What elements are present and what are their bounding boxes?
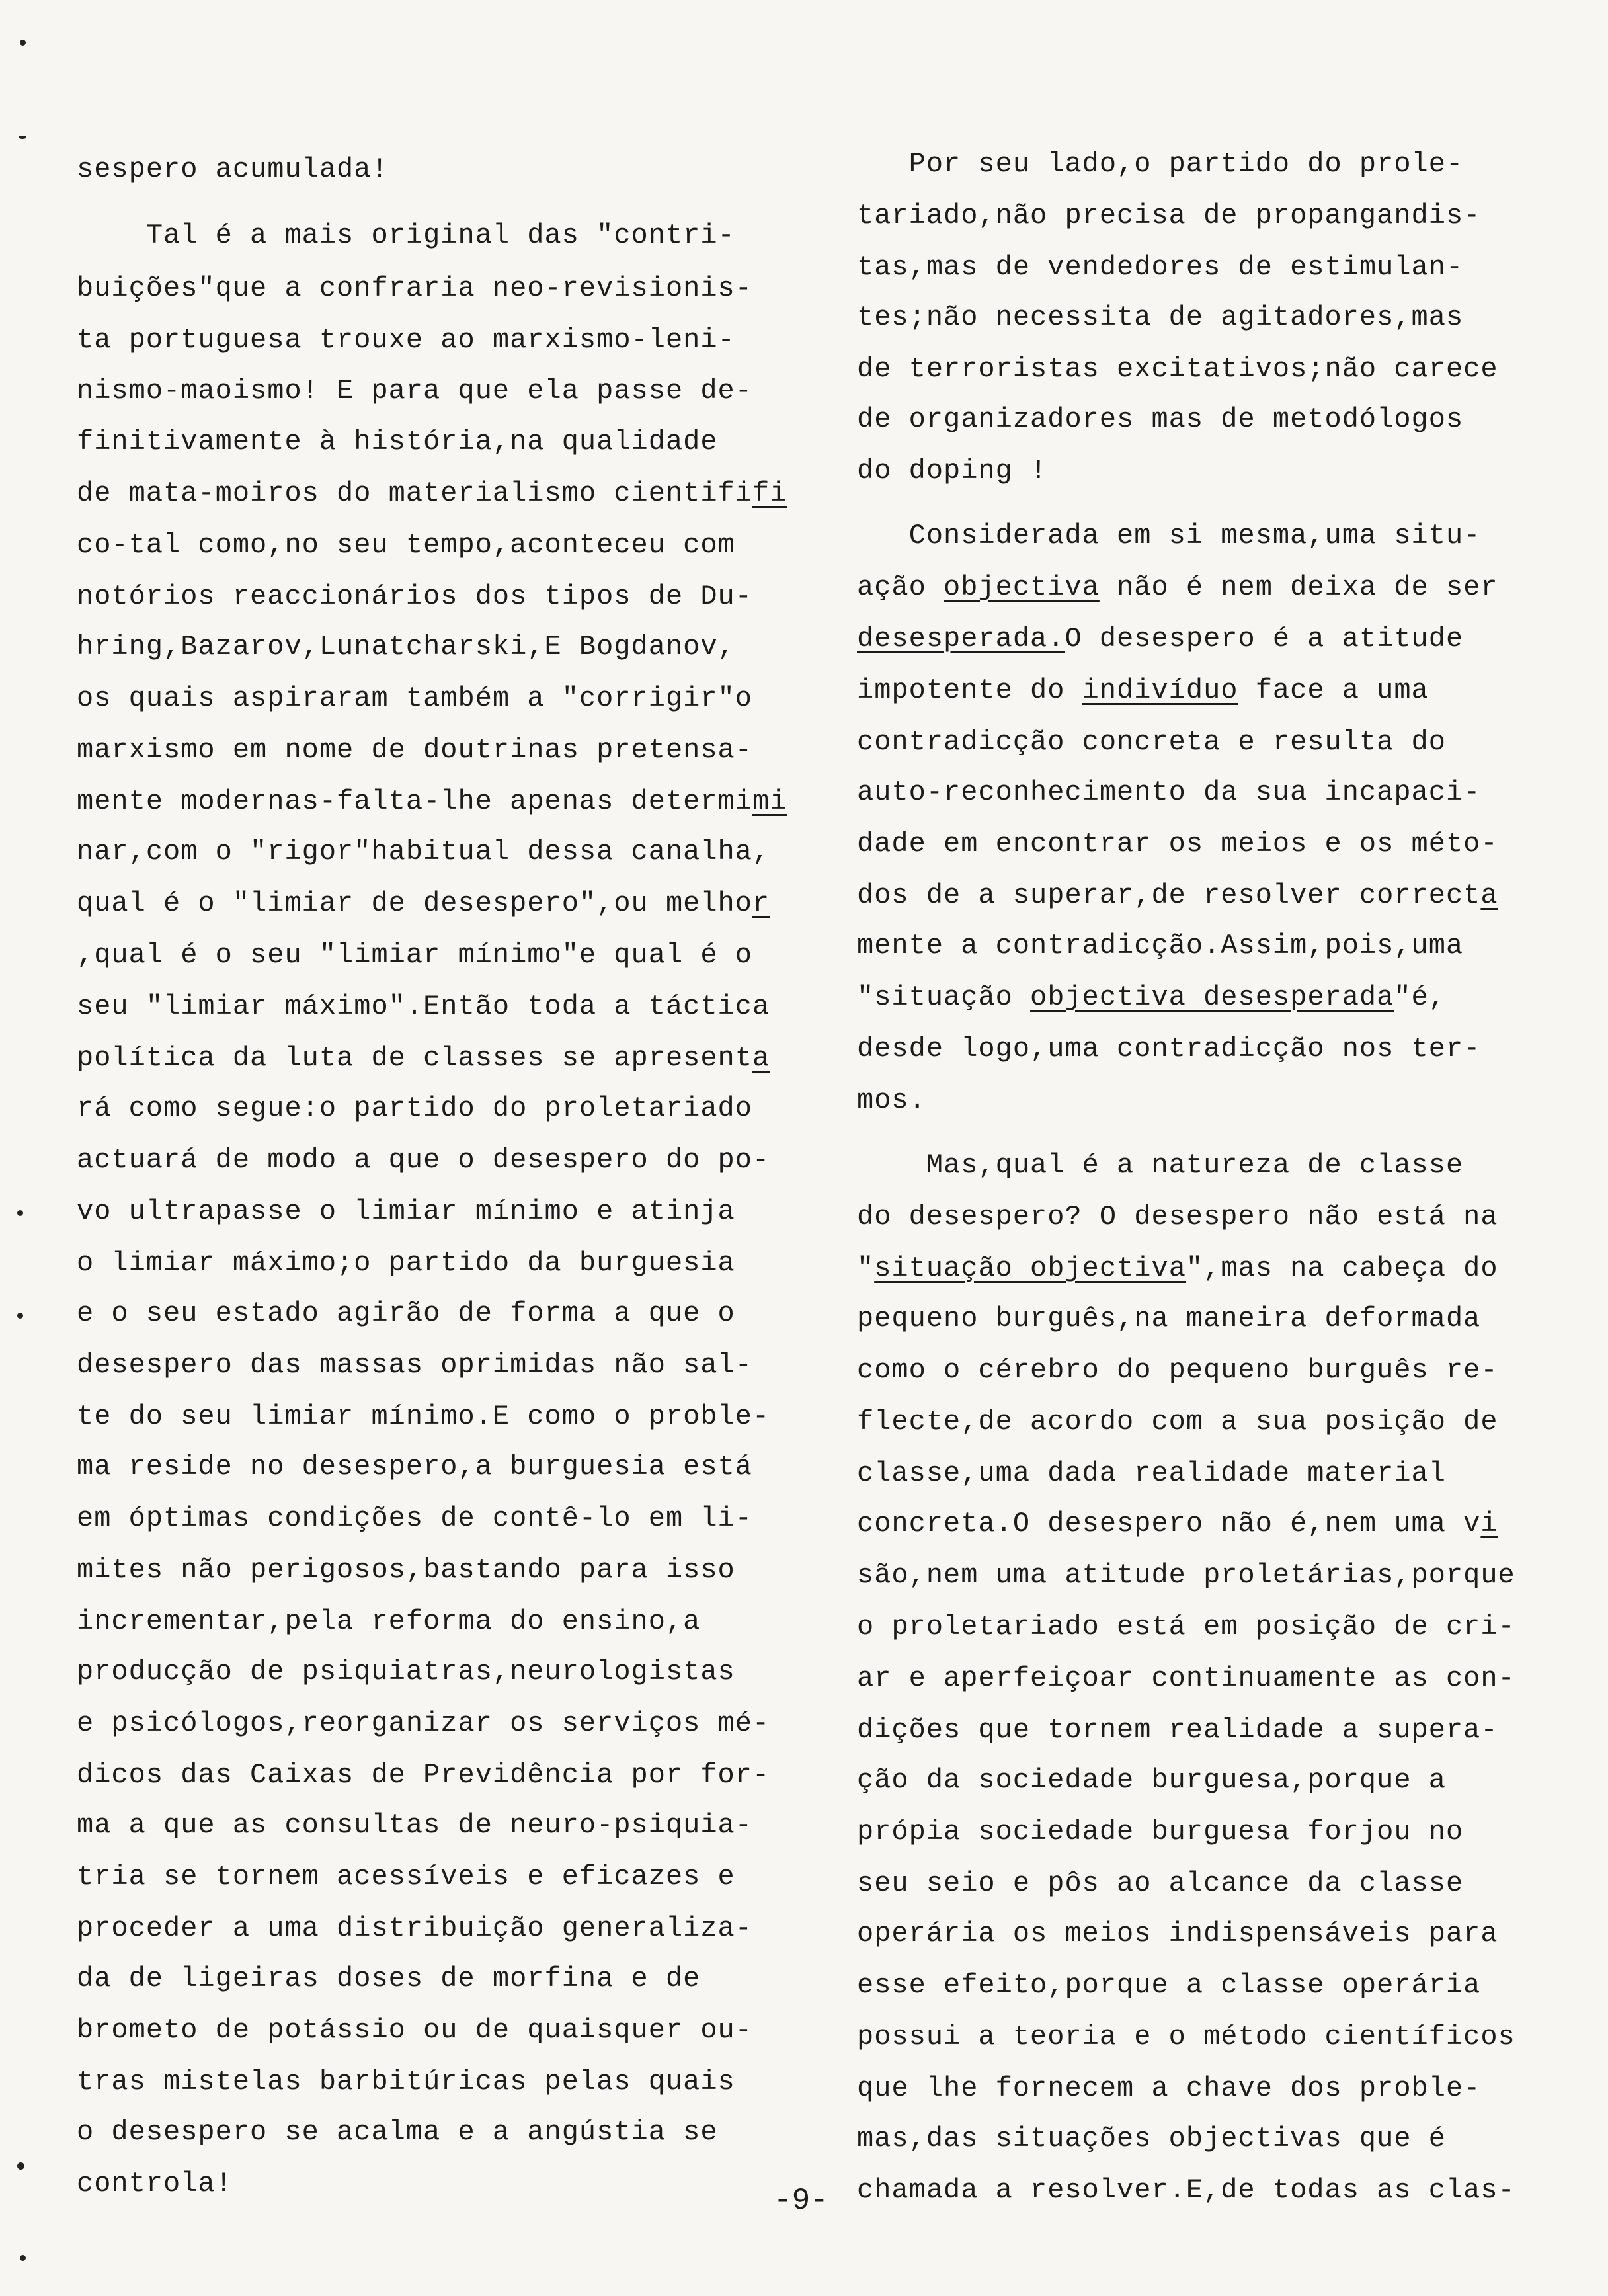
text-line: [77, 784, 787, 819]
text-line: [77, 1961, 700, 1996]
text-line: [77, 1553, 735, 1587]
text-line: [857, 198, 1480, 233]
text-line: [77, 1091, 752, 1126]
text-line: [857, 1661, 1515, 1696]
line-text: de organizadores mas de metodólogos: [857, 403, 1464, 435]
line-text: dade em encontrar os meios e os méto-: [857, 828, 1498, 860]
line-text: ar e aperfeiçoar continuamente as con-: [857, 1662, 1515, 1694]
text-line: [77, 2115, 718, 2149]
line-text: tras mistelas barbitúricas pelas quais: [77, 2066, 735, 2098]
text-line: [77, 152, 389, 186]
text-line: [857, 352, 1498, 386]
text-line: [857, 2020, 1515, 2054]
underlined-text: situação objectiva: [874, 1252, 1186, 1284]
line-text: mos.: [857, 1085, 926, 1116]
line-text: desde logo,uma contradicção nos ter-: [857, 1033, 1481, 1065]
text-line: [857, 1200, 1498, 1234]
underlined-text: r: [752, 887, 770, 919]
scan-speck: [20, 40, 26, 46]
line-text: Mas,qual é a natureza de classe: [857, 1149, 1464, 1181]
line-text: "situação: [857, 981, 1031, 1013]
line-text: os quais aspiraram também a "corrigir"o: [77, 682, 752, 714]
text-line: [77, 1143, 770, 1177]
text-line: [77, 1501, 752, 1536]
line-text: tariado,não precisa de propangandis-: [857, 200, 1481, 231]
text-line: [77, 271, 752, 306]
line-text: proceder a uma distribuição generaliza-: [77, 1912, 752, 1944]
line-text: producção de psiquiatras,neurologistas: [77, 1656, 735, 1688]
line-text: auto-reconhecimento da sua incapaci-: [857, 776, 1481, 808]
line-text: controla!: [77, 2168, 233, 2199]
text-line: [77, 1860, 735, 1894]
text-line: [77, 1911, 752, 1946]
line-text: marxismo em nome de doutrinas pretensa-: [77, 734, 752, 766]
line-text: política da luta de classes se apresent: [77, 1042, 752, 1074]
text-line: [77, 218, 735, 253]
text-line: [857, 454, 1047, 488]
text-line: [77, 2166, 233, 2201]
text-line: [857, 570, 1498, 604]
line-text: flecte,de acordo com a sua posição de: [857, 1406, 1498, 1438]
text-line: [77, 1399, 770, 1434]
text-line: [77, 886, 770, 921]
line-text: pequeno burguês,na maneira deformada: [857, 1303, 1481, 1334]
text-line: [77, 323, 735, 357]
text-line: [857, 147, 1463, 181]
line-text: são,nem uma atitude proletárias,porque: [857, 1559, 1515, 1591]
text-line: [77, 835, 770, 869]
text-line: [857, 980, 1446, 1014]
text-line: [77, 528, 735, 562]
line-text: desespero das massas oprimidas não sal-: [77, 1349, 752, 1381]
line-text: do doping !: [857, 455, 1048, 487]
line-text: incrementar,pela reforma do ensino,a: [77, 1606, 701, 1637]
line-text: Por seu lado,o partido do prole-: [857, 148, 1464, 180]
line-text: finitivamente à história,na qualidade: [77, 426, 718, 458]
line-text: dos de a superar,de resolver correct: [857, 880, 1481, 911]
line-text: como o cérebro do pequeno burguês re-: [857, 1354, 1498, 1386]
text-line: [857, 2173, 1515, 2207]
text-line: [857, 2121, 1446, 2156]
line-text: mente a contradicção.Assim,pois,uma: [857, 930, 1464, 962]
line-text: ": [857, 1252, 875, 1284]
line-text: ,qual é o seu "limiar mínimo"e qual é o: [77, 939, 752, 971]
text-line: [857, 1506, 1498, 1541]
text-line: [77, 2065, 735, 2099]
text-line: [857, 1148, 1463, 1182]
text-line: [77, 1706, 770, 1741]
text-line: [857, 402, 1463, 436]
text-line: [857, 1815, 1463, 1849]
line-text: o limiar máximo;o partido da burguesia: [77, 1247, 735, 1279]
line-text: "é,: [1394, 981, 1446, 1013]
text-line: [857, 1032, 1480, 1066]
line-text: ação: [857, 571, 944, 603]
text-line: [77, 733, 752, 767]
text-line: [857, 827, 1498, 861]
line-text: em óptimas condições de contê-lo em li-: [77, 1502, 752, 1534]
text-line: [857, 1916, 1498, 1951]
underlined-text: desesperada.: [857, 623, 1065, 655]
text-line: [857, 1301, 1480, 1336]
scan-speck: [20, 2255, 26, 2261]
text-line: [857, 673, 1429, 708]
line-text: e o seu estado agirão de forma a que o: [77, 1297, 735, 1329]
line-text: rá como segue:o partido do proletariado: [77, 1092, 752, 1124]
text-line: [857, 622, 1463, 656]
underlined-text: a: [752, 1042, 770, 1074]
text-line: [857, 518, 1480, 553]
line-text: concreta.O desespero não é,nem uma v: [857, 1508, 1481, 1539]
text-line: [857, 1968, 1480, 2002]
text-line: [857, 1713, 1498, 1747]
scan-speck: [17, 2162, 24, 2170]
text-line: [857, 878, 1498, 913]
line-text: ma reside no desespero,a burguesia está: [77, 1451, 752, 1483]
line-text: Tal é a mais original das "contri-: [77, 220, 735, 251]
underlined-text: fi: [752, 477, 787, 509]
line-text: seu seio e pôs ao alcance da classe: [857, 1867, 1464, 1899]
line-text: esse efeito,porque a classe operária: [857, 1969, 1481, 2001]
underlined-text: indivíduo: [1082, 675, 1238, 706]
line-text: tria se tornem acessíveis e eficazes e: [77, 1861, 735, 1893]
line-text: operária os meios indispensáveis para: [857, 1918, 1498, 1949]
scan-speck: [17, 1210, 23, 1216]
text-line: [77, 2013, 752, 2047]
line-text: vo ultrapasse o limiar mínimo e atinja: [77, 1196, 735, 1227]
text-line: [77, 425, 718, 459]
line-text: o desespero se acalma e a angústia se: [77, 2116, 718, 2148]
line-text: ta portuguesa trouxe ao marxismo-leni-: [77, 324, 735, 356]
text-line: [77, 1348, 752, 1382]
line-text: mas,das situações objectivas que é: [857, 2123, 1446, 2154]
text-line: [857, 928, 1463, 963]
text-line: [857, 1353, 1498, 1387]
line-text: e psicólogos,reorganizar os serviços mé-: [77, 1707, 770, 1739]
text-line: [857, 725, 1446, 759]
text-line: [857, 1456, 1446, 1491]
text-line: [77, 1041, 770, 1075]
text-line: [77, 1758, 770, 1792]
text-line: [77, 374, 752, 408]
underlined-text: mi: [752, 786, 787, 817]
line-text: contradicção concreta e resulta do: [857, 726, 1446, 758]
line-text: dições que tornem realidade a supera-: [857, 1714, 1498, 1746]
line-text: da de ligeiras doses de morfina e de: [77, 1963, 701, 1994]
line-text: chamada a resolver.E,de todas as clas-: [857, 2174, 1515, 2206]
line-text: actuará de modo a que o desespero do po-: [77, 1144, 770, 1176]
line-text: ",mas na cabeça do: [1186, 1252, 1498, 1284]
line-text: tas,mas de vendedores de estimulan-: [857, 251, 1464, 283]
text-line: [77, 1194, 735, 1229]
text-line: [857, 1558, 1515, 1592]
text-line: [857, 300, 1463, 335]
underlined-text: i: [1480, 1508, 1498, 1539]
underlined-text: a: [1480, 880, 1498, 911]
line-text: Considerada em si mesma,uma situ-: [857, 520, 1481, 552]
line-text: te do seu limiar mínimo.E como o proble-: [77, 1401, 770, 1432]
line-text: buições"que a confraria neo-revisionis-: [77, 272, 752, 304]
line-text: possui a teoria e o método científicos: [857, 2021, 1515, 2053]
line-text: co-tal como,no seu tempo,aconteceu com: [77, 529, 735, 561]
line-text: tes;não necessita de agitadores,mas: [857, 302, 1464, 333]
line-text: do desespero? O desespero não está na: [857, 1201, 1498, 1233]
text-line: [857, 2071, 1480, 2106]
text-line: [77, 630, 735, 664]
line-text: mente modernas-falta-lhe apenas determi: [77, 786, 752, 817]
text-line: [857, 1763, 1446, 1797]
line-text: de mata-moiros do materialismo cientifi: [77, 477, 752, 509]
line-text: de terroristas excitativos;não carece: [857, 353, 1498, 385]
line-text: dicos das Caixas de Previdência por for-: [77, 1759, 770, 1791]
text-line: [77, 938, 752, 972]
text-line: [77, 989, 770, 1024]
line-text: O desespero é a atitude: [1065, 623, 1464, 655]
text-line: [857, 775, 1480, 809]
text-line: [857, 1251, 1498, 1286]
text-line: [77, 1246, 735, 1280]
line-text: que lhe fornecem a chave dos proble-: [857, 2072, 1481, 2104]
page-number: -9-: [774, 2184, 828, 2218]
line-text: brometo de potássio ou de quaisquer ou-: [77, 2014, 752, 2046]
text-line: [857, 1866, 1463, 1901]
line-text: ma a que as consultas de neuro-psiquia-: [77, 1809, 752, 1841]
scan-speck: [17, 1313, 23, 1319]
line-text: notórios reaccionários dos tipos de Du-: [77, 581, 752, 612]
text-line: [857, 1610, 1515, 1644]
line-text: classe,uma dada realidade material: [857, 1457, 1446, 1489]
text-line: [77, 476, 787, 511]
line-text: face a uma: [1238, 675, 1429, 706]
scan-speck: [19, 136, 26, 139]
text-line: [77, 1808, 752, 1842]
text-line: [77, 1296, 735, 1331]
line-text: nar,com o "rigor"habitual dessa canalha,: [77, 836, 770, 868]
text-line: [77, 1450, 752, 1484]
text-line: [857, 1405, 1498, 1439]
line-text: nismo-maoismo! E para que ela passe de-: [77, 375, 752, 407]
underlined-text: objectiva: [944, 571, 1100, 603]
line-text: o proletariado está em posição de cri-: [857, 1611, 1515, 1643]
line-text: hring,Bazarov,Lunatcharski,E Bogdanov,: [77, 631, 735, 663]
line-text: própia sociedade burguesa forjou no: [857, 1816, 1464, 1848]
text-line: [77, 1604, 700, 1639]
line-text: seu "limiar máximo".Então toda a táctica: [77, 991, 770, 1022]
line-text: qual é o "limiar de desespero",ou melho: [77, 887, 752, 919]
text-line: [77, 681, 752, 716]
line-text: mites não perigosos,bastando para isso: [77, 1554, 735, 1586]
line-text: ção da sociedade burguesa,porque a: [857, 1764, 1446, 1796]
text-line: [77, 579, 752, 614]
line-text: sespero acumulada!: [77, 153, 389, 185]
line-text: não é nem deixa de ser: [1099, 571, 1498, 603]
text-line: [857, 1083, 926, 1118]
text-line: [857, 250, 1463, 284]
line-text: impotente do: [857, 675, 1082, 706]
text-line: [77, 1655, 735, 1689]
underlined-text: objectiva desesperada: [1030, 981, 1394, 1013]
